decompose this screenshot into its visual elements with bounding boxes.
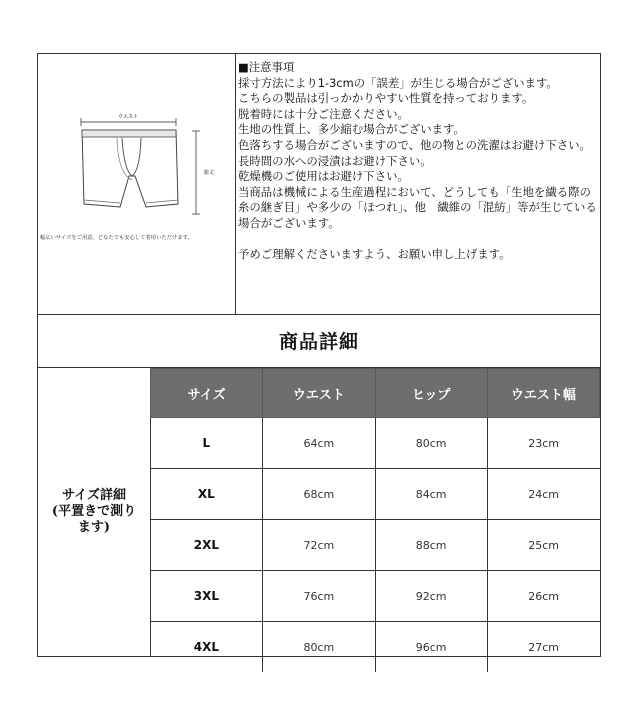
waist-cell: 72cm (263, 520, 375, 571)
col-waist-width: ウエスト幅 (487, 369, 599, 418)
table-row (151, 622, 600, 673)
waist-cell: 64cm (263, 418, 375, 469)
waist-width-cell: 23cm (487, 418, 599, 469)
waist-cell: 76cm (263, 571, 375, 622)
garment-outline-icon (82, 130, 178, 207)
size-section (38, 368, 600, 656)
col-waist: ウエスト (263, 369, 375, 418)
table-row (151, 520, 600, 571)
notes-line: 色落ちする場合がございますので、他の物との洗濯はお避け下さい。 (238, 137, 591, 152)
hip-cell: 96cm (375, 622, 487, 673)
notes-closing: 予めご理解くださいますよう、お願い申し上げます。 (238, 246, 511, 261)
size-cell: XL (151, 469, 263, 520)
size-cell: 3XL (151, 571, 263, 622)
waist-cell: 80cm (263, 622, 375, 673)
notes-line: 長時間の水への浸漬はお避け下さい。 (238, 153, 432, 168)
waist-width-cell: 27cm (487, 622, 599, 673)
notes-line: 脱着時には十分ご注意ください。 (238, 106, 409, 121)
hip-cell: 92cm (375, 571, 487, 622)
notes-line: 採寸方法により1-3cmの「誤差」が生じる場合がございます。 (238, 75, 558, 90)
notes-line: 乾燥機のご使用はお避け下さい。 (238, 169, 409, 184)
table-row (151, 418, 600, 469)
size-section-label (38, 368, 151, 656)
size-table (150, 368, 600, 672)
notes-cell (236, 60, 602, 262)
notes-line: 生地の性質上、多少縮む場合がございます。 (238, 122, 465, 137)
size-cell: 4XL (151, 622, 263, 673)
table-row (151, 469, 600, 520)
notes-line: こちらの製品は引っかかりやすい性質を持っております。 (238, 91, 534, 106)
waistband-icon (82, 130, 176, 137)
size-cell: L (151, 418, 263, 469)
notes-line: 当商品は機械による生産過程において、どうしても「生地を繊る際の糸の継ぎ目」や多少の「ほつれ」、他 繊維の「混紡」等が生じている場合がございます。 (238, 184, 597, 230)
hip-cell: 80cm (375, 418, 487, 469)
waist-label: ウエスト (117, 114, 139, 120)
product-detail-frame (37, 53, 601, 657)
table-row (151, 571, 600, 622)
boxer-brief-diagram (38, 54, 235, 314)
top-row (38, 54, 600, 315)
size-section-label-text: サイズ詳細 (平置きで測ります) (51, 488, 137, 535)
length-label: 総丈 (204, 170, 215, 176)
section-heading: 商品詳細 (38, 314, 600, 368)
notes-title: ■注意事項 (238, 60, 295, 74)
waist-cell: 68cm (263, 469, 375, 520)
waist-width-cell: 25cm (487, 520, 599, 571)
size-table-header (151, 369, 600, 418)
col-hip: ヒップ (375, 369, 487, 418)
size-cell: 2XL (151, 520, 263, 571)
hip-cell: 84cm (375, 469, 487, 520)
diagram-caption: 幅広いサイズをご用意。どなたでも安心して着用いただけます。 (40, 235, 193, 241)
hip-cell: 88cm (375, 520, 487, 571)
col-size: サイズ (151, 369, 263, 418)
diagram-cell (38, 54, 236, 314)
waist-width-cell: 26cm (487, 571, 599, 622)
waist-width-cell: 24cm (487, 469, 599, 520)
